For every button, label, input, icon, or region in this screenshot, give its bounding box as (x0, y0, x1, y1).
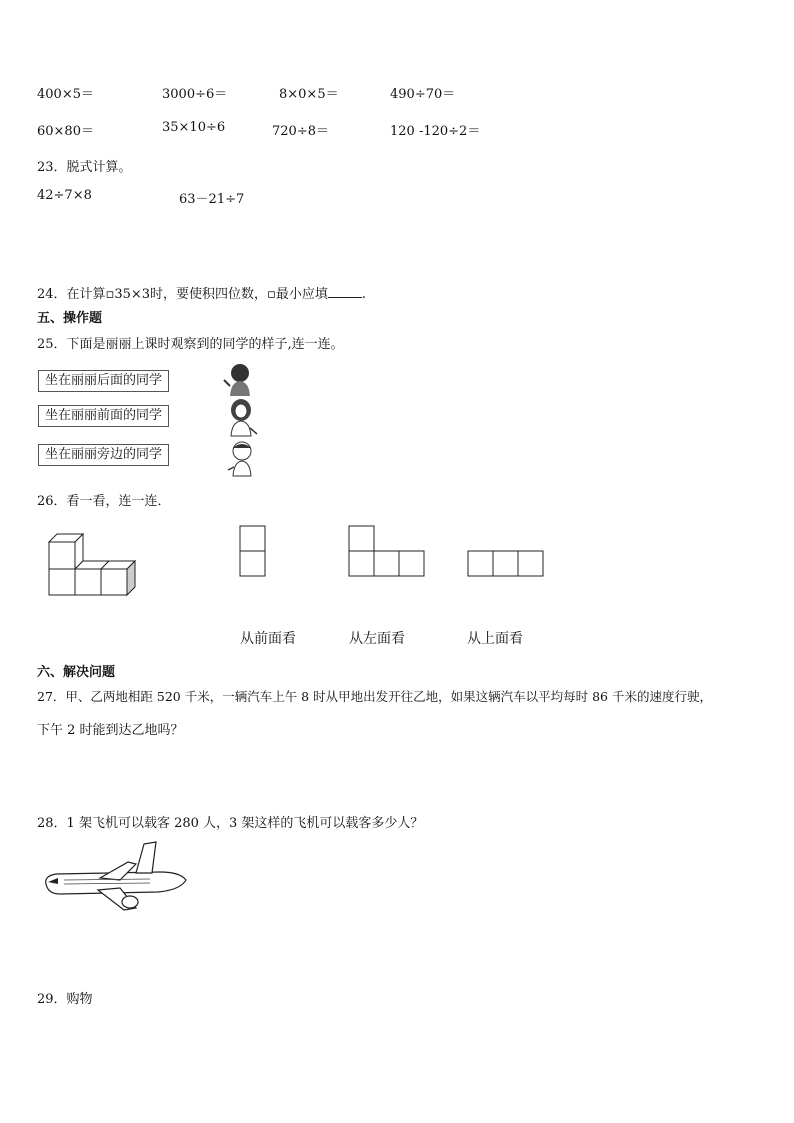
calc-1-4: 490÷70＝ (390, 87, 456, 102)
calc-2-2: 35×10÷6 (162, 120, 226, 135)
q28-question: 28．1 架飞机可以载客 280 人，3 架这样的飞机可以载客多少人？ (37, 816, 424, 831)
q25-option-behind[interactable]: 坐在丽丽后面的同学 (38, 370, 169, 392)
q24-text-end: . (361, 287, 367, 302)
calc-2-4: 120 -120÷2＝ (390, 124, 481, 139)
calc-2-3: 720÷8＝ (272, 124, 329, 139)
view-shape-two-stack[interactable] (239, 525, 267, 579)
q23-expr-2: 63－21÷7 (179, 192, 245, 207)
section-5-title: 五、操作题 (37, 311, 103, 326)
q24-question (37, 283, 366, 302)
q26-title: 26．看一看，连一连． (37, 494, 171, 509)
q25-option-beside[interactable]: 坐在丽丽旁边的同学 (38, 444, 169, 466)
q25-option-front[interactable]: 坐在丽丽前面的同学 (38, 405, 169, 427)
q27-line-2: 下午 2 时能到达乙地吗？ (37, 723, 184, 738)
student-side-boy-image[interactable] (225, 440, 261, 478)
q23-title: 23．脱式计算。 (37, 160, 132, 175)
view-shape-row-of-three[interactable] (467, 550, 547, 579)
student-back-view-image[interactable] (222, 362, 258, 398)
student-front-girl-image[interactable] (224, 398, 260, 438)
q24-answer-blank[interactable] (328, 285, 362, 298)
calc-2-1: 60×80＝ (37, 124, 94, 139)
view-shape-l-shape[interactable] (348, 525, 428, 579)
calc-1-2: 3000÷6＝ (162, 87, 228, 102)
q24-text: 24．在计算▫35×3时，要使积四位数，▫最小应填 (37, 287, 328, 302)
cube-solid-figure (48, 533, 140, 599)
q25-title: 25．下面是丽丽上课时观察到的同学的样子,连一连。 (37, 337, 344, 352)
view-label-left[interactable]: 从左面看 (349, 631, 405, 647)
q23-expr-1: 42÷7×8 (37, 188, 92, 203)
view-label-front[interactable]: 从前面看 (240, 631, 296, 647)
airplane-image (40, 840, 190, 912)
q27-line-1: 27．甲、乙两地相距 520 千米，一辆汽车上午 8 时从甲地出发开往乙地，如果这辆汽车以平均每时 86 千米的速度行驶， (37, 689, 712, 704)
calc-1-1: 400×5＝ (37, 87, 94, 102)
q29-question: 29．购物 (37, 992, 93, 1007)
section-6-title: 六、解决问题 (37, 665, 116, 680)
view-label-top[interactable]: 从上面看 (467, 631, 523, 647)
calc-1-3: 8×0×5＝ (279, 87, 339, 102)
